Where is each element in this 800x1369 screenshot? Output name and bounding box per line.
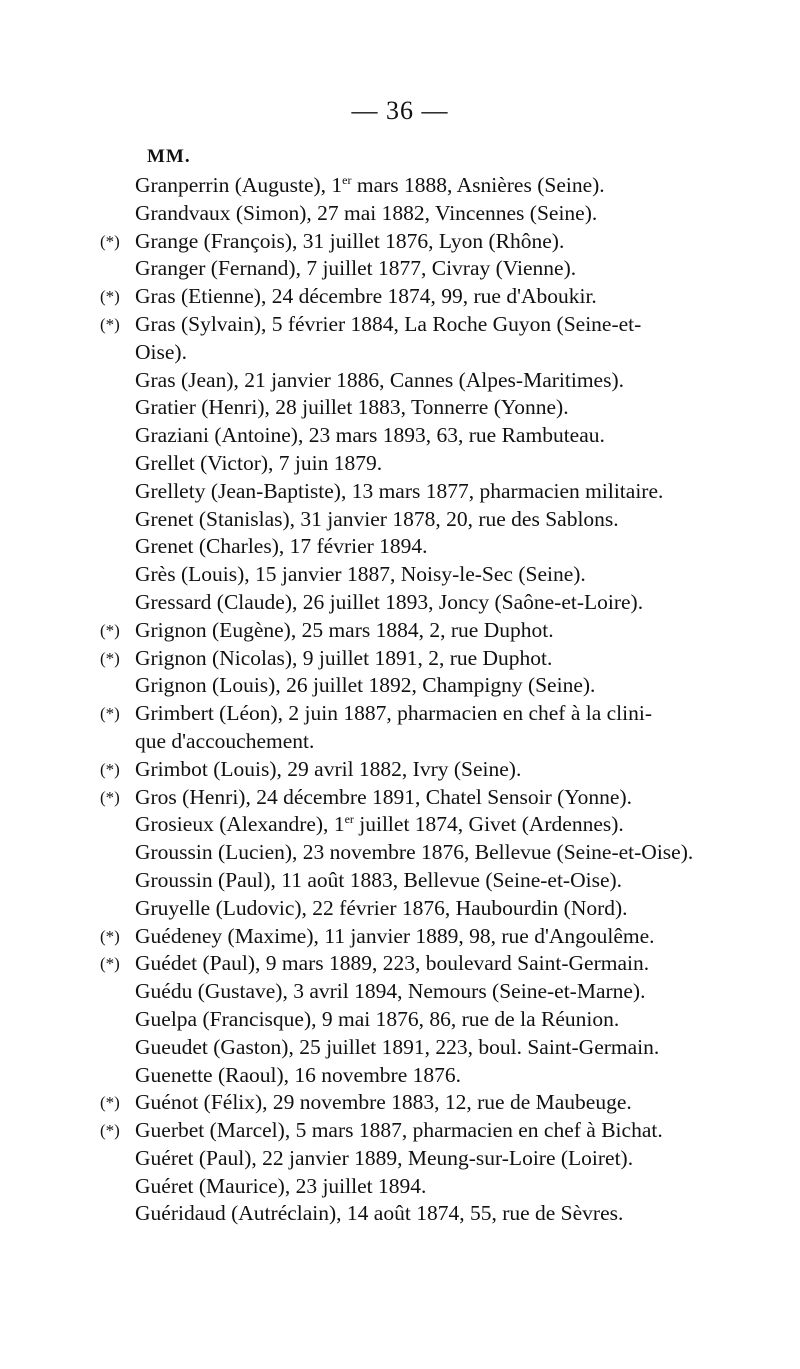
list-item	[100, 200, 780, 228]
entry-text: Guédeney (Maxime), 11 janvier 1889, 98, rue d'Angoulême.	[135, 923, 655, 948]
entry-text: Guénot (Félix), 29 novembre 1883, 12, rue de Maubeuge.	[135, 1090, 632, 1115]
list-item	[100, 1200, 780, 1228]
list-item	[100, 367, 780, 395]
entry-text: Graziani (Antoine), 23 mars 1893, 63, rue Rambuteau.	[135, 423, 605, 448]
list-item	[100, 172, 780, 200]
list-item	[100, 589, 780, 617]
list-item	[100, 311, 780, 367]
entry-text: Guenette (Raoul), 16 novembre 1876.	[135, 1062, 461, 1087]
entry-text: Guédet (Paul), 9 mars 1889, 223, boulevard Saint-Germain.	[135, 951, 650, 976]
entry-text: Guéridaud (Autréclain), 14 août 1874, 55, rue de Sèvres.	[135, 1201, 624, 1226]
list-item	[100, 811, 780, 839]
list-item	[100, 1034, 780, 1062]
entry-text: Grignon (Eugène), 25 mars 1884, 2, rue Duphot.	[135, 617, 554, 642]
list-item	[100, 1006, 780, 1034]
list-item	[100, 1173, 780, 1201]
entry-marker: (*)	[100, 704, 120, 724]
entry-text: Grimbert (Léon), 2 juin 1887, pharmacien en chef à la clini-	[135, 701, 652, 726]
entry-list	[100, 172, 780, 1228]
entry-text: Grenet (Charles), 17 février 1894.	[135, 534, 428, 559]
entry-text: Gros (Henri), 24 décembre 1891, Chatel Sensoir (Yonne).	[135, 784, 632, 809]
list-item	[100, 1089, 780, 1117]
list-item	[100, 950, 780, 978]
list-item	[100, 672, 780, 700]
list-item	[100, 422, 780, 450]
entry-marker: (*)	[100, 1121, 120, 1141]
entry-text: Gratier (Henri), 28 juillet 1883, Tonnerre (Yonne).	[135, 395, 569, 420]
list-item	[100, 561, 780, 589]
list-item	[100, 895, 780, 923]
list-item	[100, 867, 780, 895]
list-item	[100, 617, 780, 645]
entry-text: Guéret (Paul), 22 janvier 1889, Meung-sur-Loire (Loiret).	[135, 1145, 634, 1170]
list-item	[100, 978, 780, 1006]
list-item	[100, 228, 780, 256]
entry-text: Grignon (Nicolas), 9 juillet 1891, 2, rue Duphot.	[135, 645, 553, 670]
entry-text: Granperrin (Auguste), 1er mars 1888, Asnières (Seine).	[135, 172, 605, 197]
entry-text: Gruyelle (Ludovic), 22 février 1876, Haubourdin (Nord).	[135, 895, 628, 920]
list-item	[100, 533, 780, 561]
entry-text: Gras (Jean), 21 janvier 1886, Cannes (Alpes-Maritimes).	[135, 367, 624, 392]
entry-text: Gras (Etienne), 24 décembre 1874, 99, rue d'Aboukir.	[135, 284, 597, 309]
list-item	[100, 645, 780, 673]
entry-text: Grellety (Jean-Baptiste), 13 mars 1877, pharmacien militaire.	[135, 478, 664, 503]
entry-marker: (*)	[100, 787, 120, 807]
list-item	[100, 756, 780, 784]
list-item	[100, 784, 780, 812]
entry-text: Grange (François), 31 juillet 1876, Lyon (Rhône).	[135, 228, 565, 253]
entry-text: Groussin (Paul), 11 août 1883, Bellevue (Seine-et-Oise).	[135, 867, 623, 892]
list-item	[100, 506, 780, 534]
entry-text: Guédu (Gustave), 3 avril 1894, Nemours (Seine-et-Marne).	[135, 979, 646, 1004]
entry-text: Gueudet (Gaston), 25 juillet 1891, 223, boul. Saint-Germain.	[135, 1034, 660, 1059]
list-item	[100, 1117, 780, 1145]
list-item	[100, 1145, 780, 1173]
entry-marker: (*)	[100, 287, 120, 307]
entry-text: Guerbet (Marcel), 5 mars 1887, pharmacien en chef à Bichat.	[135, 1118, 663, 1143]
entry-text: Gressard (Claude), 26 juillet 1893, Joncy (Saône-et-Loire).	[135, 589, 644, 614]
entry-marker: (*)	[100, 648, 120, 668]
entry-text: Grenet (Stanislas), 31 janvier 1878, 20, rue des Sablons.	[135, 506, 619, 531]
entry-text: Guelpa (Francisque), 9 mai 1876, 86, rue de la Réunion.	[135, 1006, 620, 1031]
entry-text: Grimbot (Louis), 29 avril 1882, Ivry (Seine).	[135, 756, 522, 781]
entry-text: Guéret (Maurice), 23 juillet 1894.	[135, 1173, 427, 1198]
entry-text: que d'accouchement.	[135, 728, 315, 753]
list-item	[100, 1062, 780, 1090]
entry-marker: (*)	[100, 926, 120, 946]
list-item	[100, 839, 780, 867]
entry-text: Grellet (Victor), 7 juin 1879.	[135, 450, 383, 475]
entry-text: Grignon (Louis), 26 juillet 1892, Champigny (Seine).	[135, 673, 596, 698]
entry-text: Granger (Fernand), 7 juillet 1877, Civray (Vienne).	[135, 256, 577, 281]
list-item	[100, 283, 780, 311]
list-item	[100, 394, 780, 422]
entry-text: Oise).	[135, 339, 187, 364]
entry-marker: (*)	[100, 954, 120, 974]
entry-marker: (*)	[100, 231, 120, 251]
page-number: — 36 —	[351, 96, 449, 125]
header-label: MM.	[147, 146, 191, 167]
entry-marker: (*)	[100, 1093, 120, 1113]
entry-text: Grosieux (Alexandre), 1er juillet 1874, Givet (Ardennes).	[135, 812, 624, 837]
list-item	[100, 700, 780, 756]
entry-text: Grès (Louis), 15 janvier 1887, Noisy-le-Sec (Seine).	[135, 562, 586, 587]
list-item	[100, 450, 780, 478]
entry-text: Gras (Sylvain), 5 février 1884, La Roche Guyon (Seine-et-	[135, 311, 642, 336]
list-item	[100, 255, 780, 283]
entry-text: Grandvaux (Simon), 27 mai 1882, Vincennes (Seine).	[135, 200, 598, 225]
entry-marker: (*)	[100, 759, 120, 779]
list-item	[100, 923, 780, 951]
entry-marker: (*)	[100, 620, 120, 640]
entry-text: Groussin (Lucien), 23 novembre 1876, Bellevue (Seine-et-Oise).	[135, 840, 694, 865]
entry-marker: (*)	[100, 314, 120, 334]
list-item	[100, 478, 780, 506]
